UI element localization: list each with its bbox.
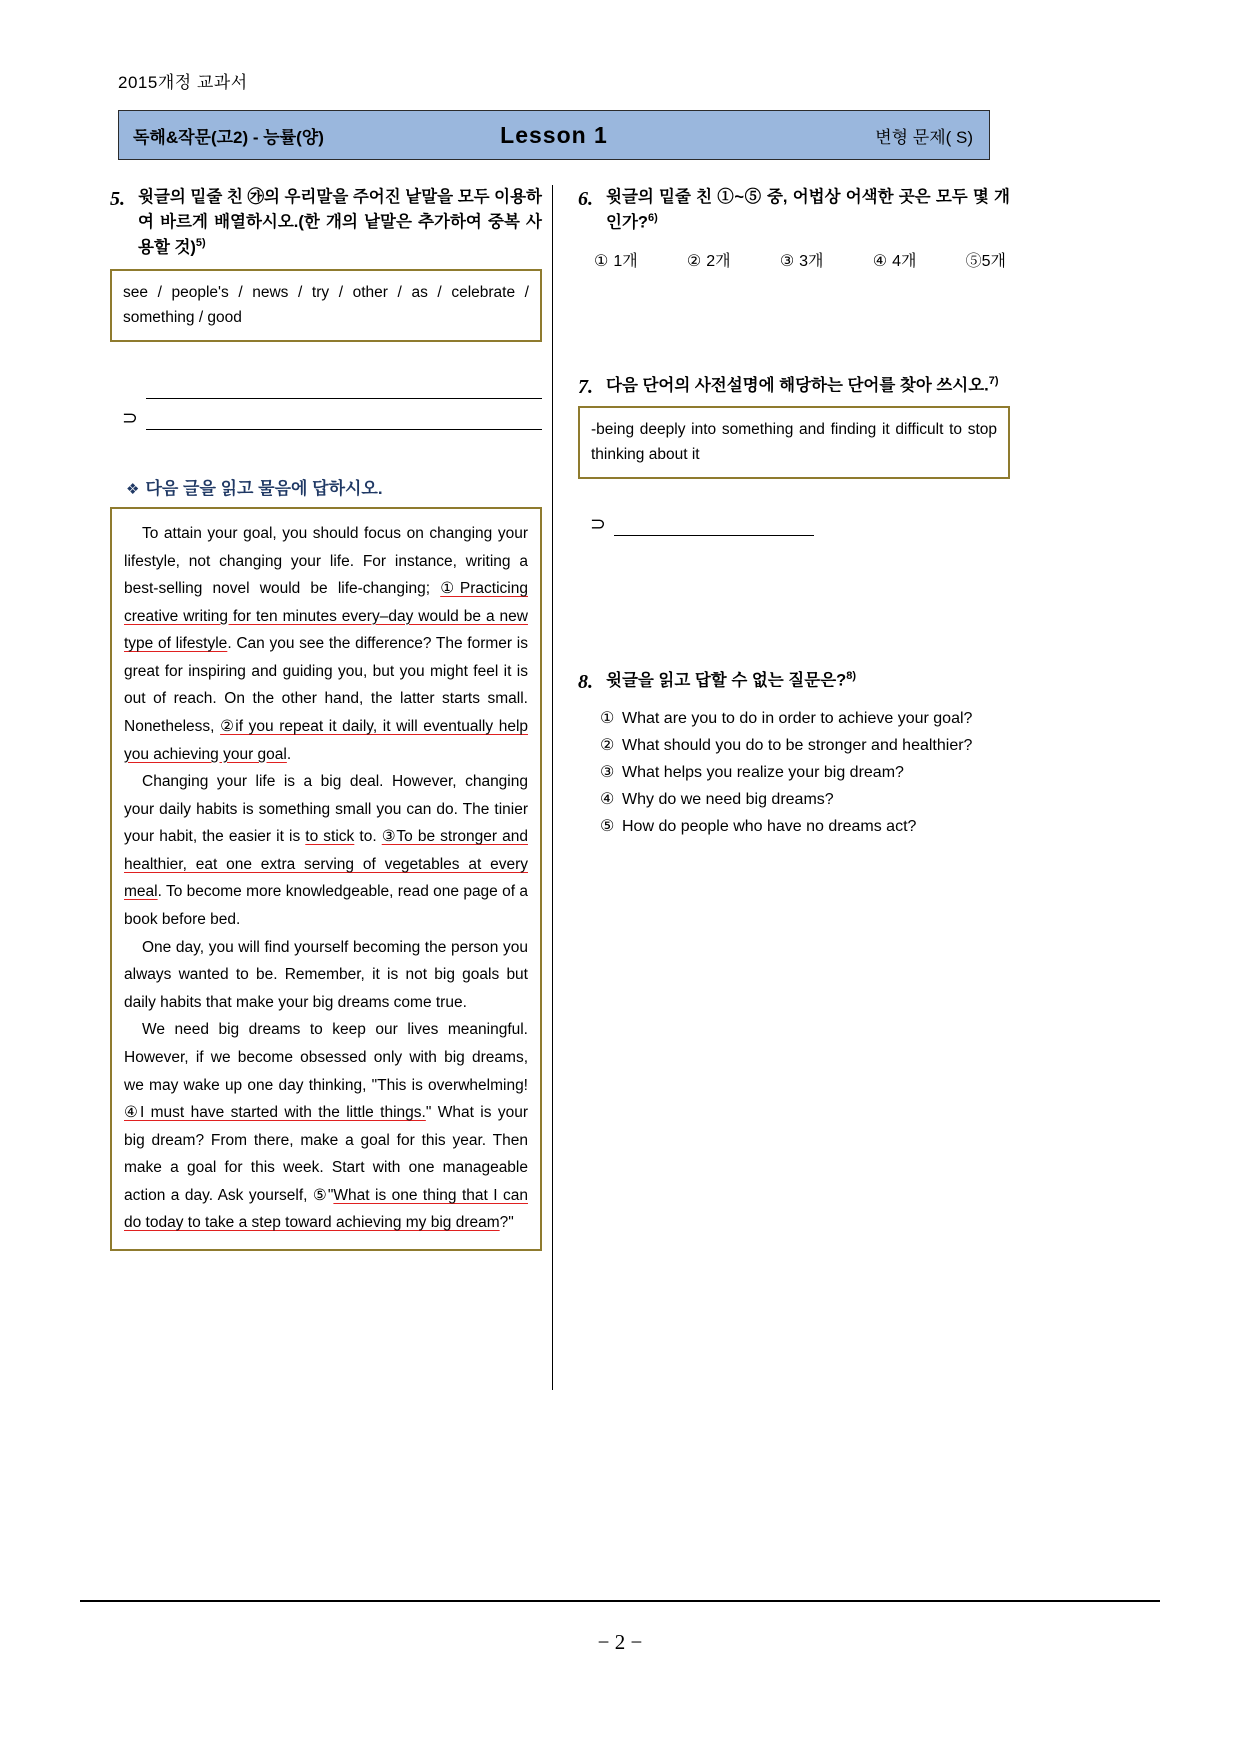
question-8-choice-4[interactable] <box>600 787 1010 813</box>
passage-paragraph-1 <box>124 520 528 768</box>
question-6-prompt: 윗글의 밑줄 친 ①~⑤ 중, 어법상 어색한 곳은 모두 몇 개인가? <box>606 188 1010 232</box>
answer-arrow-icon: ⊃ <box>590 513 606 536</box>
passage-underline-3: ③To be stronger and healthier, eat one extra serving of vegetables at every meal <box>124 828 528 901</box>
choice-marker: ② <box>600 736 615 754</box>
question-5-heading <box>110 185 542 261</box>
question-8 <box>578 668 1010 839</box>
passage-underline-1: ①Practicing creative writing for ten minutes every–day would be a new type of lifestyle <box>124 580 528 653</box>
passage-text: . To become more knowledgeable, read one page of a book before bed. <box>124 883 528 929</box>
choice-label: 1개 <box>613 252 638 270</box>
question-6-choice-1[interactable] <box>594 248 638 271</box>
question-7-heading <box>578 373 1010 399</box>
question-7 <box>578 373 1010 537</box>
question-8-prompt: 윗글을 읽고 답할 수 없는 질문은? <box>606 671 847 690</box>
question-6-choice-5[interactable] <box>966 248 1006 271</box>
choice-label: How do people who have no dreams act? <box>622 817 917 835</box>
passage-underline-5: What is one thing that I can do today to take a step toward achieving my big dream <box>124 1186 528 1232</box>
question-7-number: 7. <box>578 375 593 398</box>
passage-text: " What is your big dream? From there, make a goal for this year. Then make a goal for this week. Start with one manageable action a day. Ask yourself, ⑤" <box>124 1104 528 1204</box>
right-column <box>578 185 1010 846</box>
two-column-body <box>110 185 1010 1390</box>
choice-label: Why do we need big dreams? <box>622 790 834 808</box>
choice-marker: ⑤ <box>600 817 615 835</box>
passage-underline-3a: to stick <box>305 828 355 846</box>
question-8-choice-3[interactable] <box>600 760 1010 786</box>
question-5-prompt: 윗글의 밑줄 친 ㉮의 우리말을 주어진 낱말을 모두 이용하여 바르게 배열하시오.(한 개의 낱말은 추가하여 중복 사용할 것) <box>138 188 542 257</box>
passage-text: Changing your life is a big deal. However, changing your daily habits is something small you can do. The tinier your habit, the easier it is <box>124 773 528 846</box>
question-7-prompt: 다음 단어의 사전설명에 해당하는 단어를 찾아 쓰시오. <box>606 376 989 395</box>
choice-marker: ③ <box>600 763 615 781</box>
passage-text: . Can you see the difference? The former is great for inspiring and guiding you, but you might feel it is out of reach. On the other hand, the latter starts small. Nonetheless, <box>124 635 528 735</box>
reading-passage-box <box>110 507 542 1251</box>
question-8-number: 8. <box>578 671 593 694</box>
header-lesson-title: Lesson 1 <box>500 121 608 148</box>
question-7-footnote: 7) <box>988 374 999 387</box>
choice-marker: ① <box>594 252 609 270</box>
choice-marker: ③ <box>779 252 795 270</box>
passage-text: ?" <box>499 1214 514 1232</box>
document-top-label: 2015개정 교과서 <box>118 73 248 92</box>
choice-marker: ① <box>600 710 615 728</box>
column-divider <box>552 185 553 1390</box>
choice-marker: ② <box>686 252 702 270</box>
question-8-choice-5[interactable] <box>600 814 1010 840</box>
right-column-spacer <box>578 638 1010 668</box>
choice-label: 4개 <box>892 252 917 270</box>
answer-write-line[interactable] <box>146 368 542 399</box>
passage-underline-4: ④I must have started with the little things. <box>124 1104 426 1122</box>
passage-paragraph-3: One day, you will find yourself becoming the person you always wanted to be. Remember, it is not big goals but daily habits that make your big dreams come true. <box>124 938 528 1011</box>
question-8-choice-1[interactable] <box>600 706 1010 732</box>
right-column-spacer <box>578 277 1010 373</box>
question-5-word-box: see / people's / news / try / other / as / celebrate / something / good <box>110 269 542 342</box>
left-column <box>110 185 542 1251</box>
question-5 <box>110 185 542 430</box>
question-6-choice-3[interactable] <box>780 248 824 271</box>
passage-text: We need big dreams to keep our lives meaningful. However, if we become obsessed only with big dreams, we may wake up one day thinking, "This is overwhelming! <box>124 1021 528 1094</box>
question-7-answer-lines[interactable] <box>614 505 1010 536</box>
choice-marker: ④ <box>872 252 888 270</box>
passage-underline-2: ②if you repeat it daily, it will eventually help you achieving your goal <box>124 718 529 763</box>
reading-instruction <box>110 474 542 499</box>
answer-write-line[interactable] <box>614 505 814 536</box>
choice-label: 3개 <box>799 252 824 270</box>
question-6-choice-2[interactable] <box>687 248 731 271</box>
question-5-answer-area[interactable] <box>110 368 542 430</box>
choice-label: What should you do to be stronger and healthier? <box>622 736 973 754</box>
answer-arrow-icon: ⊃ <box>122 406 138 429</box>
question-6-footnote: 6) <box>647 212 658 225</box>
choice-marker: ④ <box>600 790 615 808</box>
question-6 <box>578 185 1010 271</box>
passage-text: To attain your goal, you should focus on changing your lifestyle, not changing your life. For instance, writing a best-selling novel would be life-changing; <box>124 524 528 598</box>
reading-instruction-text: 다음 글을 읽고 물음에 답하시오. <box>145 478 383 498</box>
right-column-spacer <box>578 542 1010 638</box>
question-5-footnote: 5) <box>195 237 206 250</box>
header-subject-label: 독해&작문(고2) - 능률(양) <box>133 127 324 147</box>
question-6-choice-4[interactable] <box>873 248 917 271</box>
passage-paragraph-2 <box>124 768 528 933</box>
question-6-number: 6. <box>578 188 593 210</box>
header-problem-type-label: 변형 문제( S) <box>875 127 973 147</box>
footer-divider <box>80 1600 1160 1602</box>
question-7-definition-box: -being deeply into something and finding it difficult to stop thinking about it <box>578 406 1010 479</box>
question-6-choices <box>578 248 1010 271</box>
choice-marker: ⑤ <box>965 252 982 270</box>
question-8-heading <box>578 668 1010 694</box>
choice-label: What helps you realize your big dream? <box>622 763 904 781</box>
answer-write-line[interactable] <box>146 399 542 430</box>
header-bar <box>118 110 990 160</box>
passage-paragraph-4 <box>124 1016 528 1237</box>
choice-label: What are you to do in order to achieve your goal? <box>622 710 973 728</box>
question-8-footnote: 8) <box>846 670 856 683</box>
choice-label: 2개 <box>706 252 731 270</box>
page-number: − 2 − <box>597 1630 643 1654</box>
question-8-choices <box>578 706 1010 840</box>
question-7-answer-area[interactable] <box>578 505 1010 536</box>
passage-text: . <box>286 745 292 763</box>
question-5-answer-lines[interactable] <box>146 368 542 430</box>
passage-text: to. <box>354 828 382 846</box>
diamond-bullet-icon: ❖ <box>126 479 140 498</box>
question-5-number: 5. <box>110 188 125 210</box>
choice-label: 5개 <box>981 252 1006 270</box>
question-8-choice-2[interactable] <box>600 733 1010 759</box>
question-6-heading <box>578 185 1010 236</box>
